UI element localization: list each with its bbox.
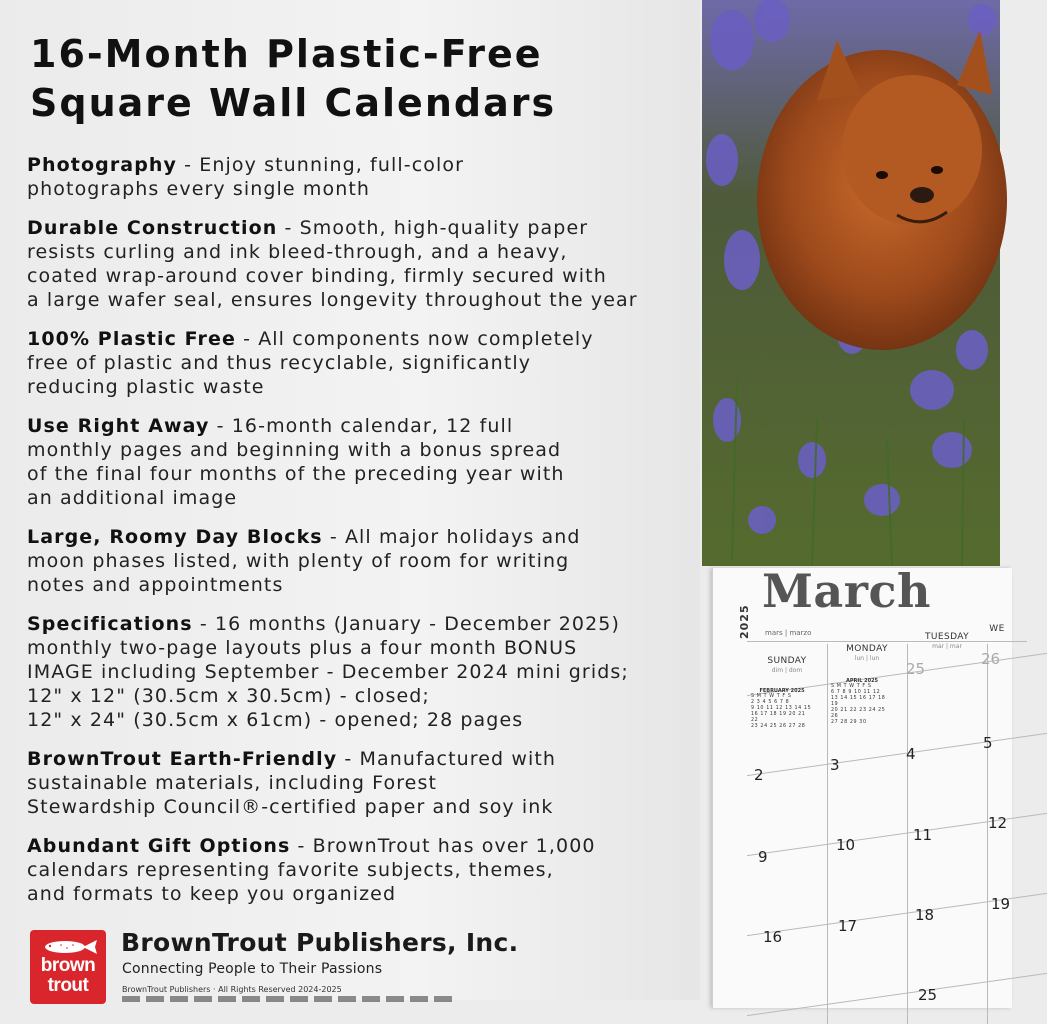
day-9: 9 [758, 848, 768, 866]
feature-day-blocks: Large, Roomy Day Blocks - All major holidays and moon phases listed, with plenty of room for writing notes and appointments [27, 526, 581, 596]
calendar-grid [747, 680, 1047, 1020]
day-10: 10 [836, 836, 856, 854]
day-18: 18 [915, 906, 935, 924]
day-12: 12 [988, 814, 1008, 832]
day-header-monday: MONDAY lun | lun [846, 644, 888, 662]
mini-calendar-february: FEBRUARY 2025 S M T W T F S 2 3 4 5 6 7 8 9 10 11 12 13 14 15 16 17 18 19 20 21 22 23 24 25 26 27 28 [751, 688, 812, 729]
feature-earth-friendly: BrownTrout Earth-Friendly - Manufactured with sustainable materials, including Forest Stewardship Council®-certified paper and soy ink [27, 748, 557, 818]
mini-calendar-april: APRIL 2025 S M T W T F S 6 7 8 9 10 11 12 13 14 15 16 17 18 19 20 21 22 23 24 25 26 27 28 29 30 [831, 678, 886, 725]
calendar-page [712, 564, 1012, 1008]
publisher-tagline: Connecting People to Their Passions [122, 961, 383, 977]
day-17: 17 [838, 917, 858, 935]
feature-durable-construction: Durable Construction - Smooth, high-quality paper resists curling and ink bleed-through, and a heavy, coated wrap-around cover binding, firmly secured with a large wafer seal, ensures longevity throughout the year [27, 217, 638, 311]
day-16: 16 [763, 928, 783, 946]
day-2: 2 [754, 766, 764, 784]
pomeranian-photo-image [702, 0, 1000, 566]
copyright-text: BrownTrout Publishers · All Rights Reserved 2024-2025 [122, 985, 342, 994]
day-header-tuesday: TUESDAY mar | mar [924, 632, 969, 650]
feature-list [27, 153, 695, 921]
title-line-1: 16-Month Plastic-Free [30, 32, 543, 76]
feature-plastic-free: 100% Plastic Free - All components now completely free of plastic and thus recyclable, significantly reducing plastic waste [27, 328, 594, 398]
browntrout-logo: brown trout [30, 930, 106, 1004]
dog-photo [702, 0, 1000, 566]
calendar-month-translation: mars | marzo [765, 629, 812, 637]
day-header-sunday: SUNDAY dim | dom [767, 656, 807, 674]
cropped-text-line [122, 996, 452, 1002]
day-25: 25 [918, 986, 938, 1004]
feature-gift-options: Abundant Gift Options - BrownTrout has over 1,000 calendars representing favorite subjects, themes, and formats to keep you organized [27, 835, 596, 905]
day-header-wednesday: WE [989, 624, 1005, 634]
day-3: 3 [830, 756, 840, 774]
feature-photography: Photography - Enjoy stunning, full-color photographs every single month [27, 154, 464, 200]
day-4: 4 [906, 745, 916, 763]
day-19: 19 [991, 895, 1011, 913]
day-11: 11 [913, 826, 933, 844]
publisher-name: BrownTrout Publishers, Inc. [121, 928, 519, 957]
calendar-month: March [762, 564, 931, 618]
calendar-year: 2025 [738, 604, 751, 640]
day-25-feb: 25 [906, 660, 926, 678]
page-title [30, 30, 690, 128]
trout-fish-icon [37, 938, 99, 956]
feature-specifications: Specifications - 16 months (January - December 2025) monthly two-page layouts plus a four month BONUS IMAGE including September - December 2024 mini grids; 12" x 12" (30.5cm x 30.5cm) - closed; 12" x 24" (30.5cm x 61cm) - opened; 28 pages [27, 613, 629, 731]
day-26-feb: 26 [981, 650, 1001, 668]
day-5: 5 [983, 734, 993, 752]
feature-use-right-away: Use Right Away - 16-month calendar, 12 full monthly pages and beginning with a bonus spread of the final four months of the preceding year with an additional image [27, 415, 565, 509]
title-line-2: Square Wall Calendars [30, 81, 557, 125]
publisher-footer [30, 928, 690, 1000]
